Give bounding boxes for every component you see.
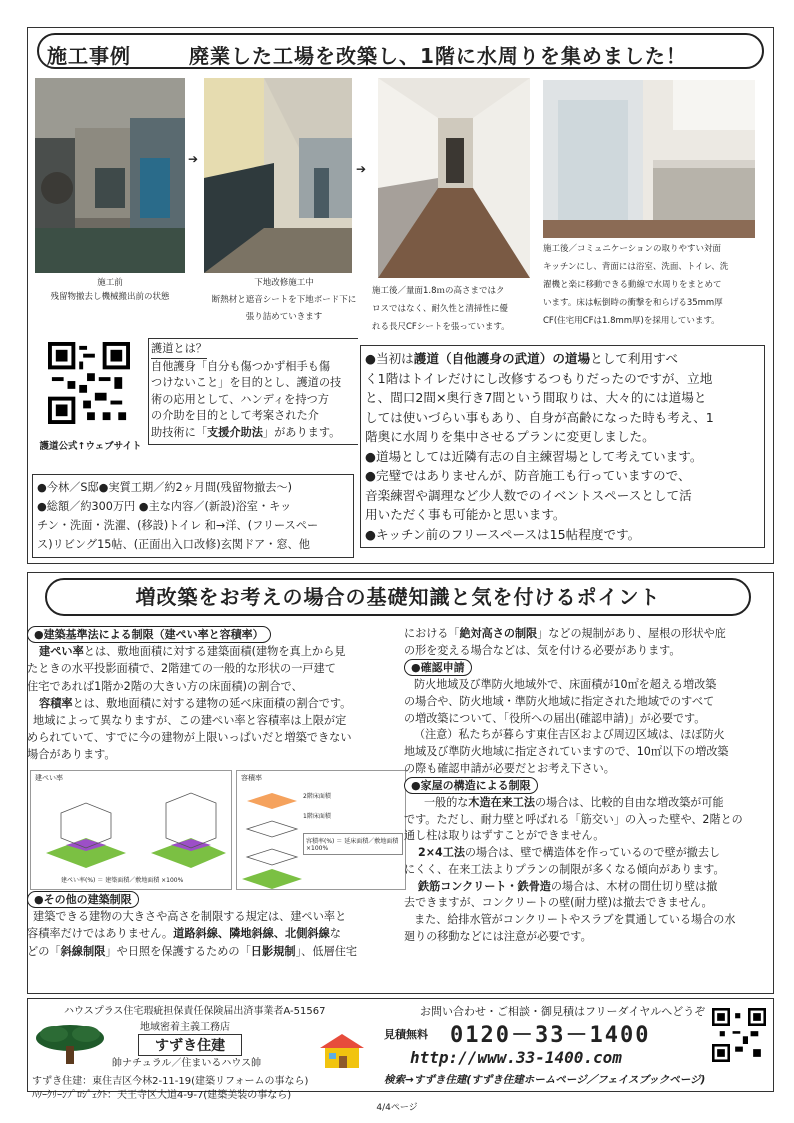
knowledge-title: 増改築をお考えの場合の基礎知識と気を付けるポイント (135, 585, 661, 609)
caption-before: 施工前 残留物撤去し機械搬出前の状態 (50, 278, 170, 302)
section-title-other: ●その他の建築制限 (27, 891, 139, 908)
brand-tagline: 帥ナチュラル／住まいるハウス帥 (112, 1058, 262, 1069)
case-study-heading (37, 33, 764, 69)
diagram-coverage-formula: 建ぺい率(%) ＝ 建築面積／敷地面積 ×100% (61, 877, 184, 884)
arrow-icon: ➔ (188, 152, 199, 166)
page-number: 4/4ページ (376, 1103, 418, 1113)
estimate-free: 見積無料 (384, 1028, 428, 1041)
godo-title: 護道とは？ (151, 341, 207, 359)
diagram-far-formula: 容積率(%) ＝ 延床面積／敷地面積 ×100% (303, 833, 403, 855)
contact-note: お問い合わせ・ご相談・御見積はフリーダイヤルへどうぞ (420, 1005, 706, 1018)
knowledge-heading (45, 578, 751, 616)
diagram-far-title: 容積率 (241, 774, 262, 782)
knowledge-left-column: ●建築基準法による制限（建ぺい率と容積率） 建ぺい率とは、敷地面積に対する建築面積(建物を真上から見 たときの水平投影面積で、2階建ての一般的な形状の一戸建て 住宅であれば1階か2階の大きい方の床面積)の割合で、 容積率とは、敷地面積に対する建物の延べ床面積の割合です。 地域によって異なりますが、この建ぺい率と容積率は上限が定 められていて、すでに今の建物が上限いっぱいだと増築できない 場合があります。 (27, 628, 352, 762)
footer-address-2: ﾊﾜｰｸﾘｰﾝﾌﾟﾛｼﾞｪｸﾄ：天王寺区大道4-9-7(建築美装の事なら) (32, 1090, 292, 1101)
phone-number[interactable]: 0120－33－1400 (450, 1023, 651, 1048)
section-title-structure: ●家屋の構造による制限 (404, 777, 538, 794)
photo-after-kitchen (543, 80, 755, 238)
photo-after-hall (378, 78, 530, 278)
project-story: ●当初は護道（自他護身の武道）の道場として利用すべ く1階はトイレだけにし改修するつもりだったのですが、立地 と、間口2間×奥行き7間という間取りは、大々的には道場と しては使いづらい事もあり、自身が高齢になった時も考え、1 階奥に水周りを集中させるプランに変更しました。 ●道場としては近隣有志の自主練習場として考えています。 ●完璧ではありませんが、防音施工も行っていますので、 音楽練習や調理など少人数でのイベントスペースとして活 用いただく事も可能かと思います。 ●キッチン前のフリースペースは15帖程度です。 (360, 345, 765, 548)
footer-registration: ハウスプラス住宅瑕疵担保責任保険届出済事業者A-51567 (64, 1006, 326, 1017)
footer-address-1: すずき住建：東住吉区今林2-11-19(建築リフォームの事なら) (32, 1076, 309, 1087)
section-title-building-law: ●建築基準法による制限（建ぺい率と容積率） (27, 626, 271, 643)
diagram-far-label1: 2階床面積 (303, 793, 331, 800)
search-hint: 検索→すずき住建(すずき住建ホームページ／フェイスブックページ) (384, 1074, 706, 1086)
heading-label: 施工事例 (47, 44, 131, 68)
house-logo-icon (312, 1030, 372, 1070)
project-specs: ●今林／S邸●実質工期／約2ヶ月間(残留物撤去～) ●総額／約300万円 ●主な内容／(新設)浴室・キッ チン・洗面・洗濯、(移設)トイレ 和→洋、(フリースペー ス)リビング15帖、(正面出入口改修)玄関ドア・窓、他 (32, 474, 354, 558)
heading-title: 廃業した工場を改築し、1階に水周りを集めました！ (189, 44, 687, 68)
diagram-far-label2: 1階床面積 (303, 813, 331, 820)
caption-after-kitchen: 施工後／コミュニケーションの取りやすい対面 キッチンにし、背面には浴室、洗面、トイレ、洗 濯機と楽に移動できる動線で水周りをまとめて います。床は転倒時の衝撃を和らげる35mm厚 CF(住宅用CFは1.8mm厚)を採用しています。 (543, 244, 729, 326)
section-title-permit: ●確認申請 (404, 659, 472, 676)
brand-name: すずき住建 (138, 1034, 242, 1056)
tree-logo-icon (34, 1024, 106, 1066)
qr-code[interactable] (48, 342, 130, 424)
diagram-coverage-title: 建ぺい率 (35, 774, 63, 782)
footer-qr-code[interactable] (712, 1008, 766, 1062)
knowledge-right-column: における「絶対高さの制限」などの規制があり、屋根の形状や庇 の形を変える場合などは、気を付ける必要があります。 ●確認申請 防火地域及び準防火地域外で、床面積が10㎡を超える増改築 の場合や、防火地域・準防火地域に指定された地域でのすべて の増改築について、「役所への届出(確認申請)」が必要です。 （注意）私たちが暮らす東住吉区および周辺区域は、ほぼ防火 地域及び準防火地域に指定されていますので、10㎡以下の増改築 の際も確認申請が必要だとお考え下さい。 ●家屋の構造による制限 一般的な木造在来工法の場合は、比較的自由な増改築が可能 です。ただし、耐力壁と呼ばれる「筋交い」の入った壁や、2階との 通し柱は取りはずすことができません。 2×4工法の場合は、壁で構造体を作っているので壁が撤去し にくく、在来工法よりプランの制限が多くなる傾向があります。 鉄筋コンクリート・鉄骨造の場合は、木材の間仕切り壁は撤 去できますが、コンクリートの壁(耐力壁)は撤去できません。 また、給排水管がコンクリートやスラブを貫通している場合の水 廻りの移動などには注意が必要です。 (404, 627, 743, 943)
arrow-icon: ➔ (356, 162, 367, 176)
website-url[interactable]: http://www.33-1400.com (410, 1048, 622, 1067)
footer-local: 地域密着主義工務店 (140, 1022, 230, 1033)
diagram-floor-area-ratio (236, 770, 406, 890)
photo-before (35, 78, 185, 273)
godo-description: 護道とは？ 自他護身「自分も傷つかず相手も傷 つけないこと」を目的とし、護道の技 術の応用として、ハンディを持つ方 の介助を目的として考案された介 助技術に「支援介助法」があります。 (148, 338, 358, 445)
qr-caption: 護道公式↑ウェブサイト (39, 441, 142, 452)
caption-during: 下地改修施工中 断熱材と遮音シートを下地ボード下に 張り詰めていきます (211, 278, 357, 322)
other-restrictions: ●その他の建築制限 建築できる建物の大きさや高さを制限する規定は、建ぺい率と 容積率だけではありません。道路斜線、隣地斜線、北側斜線な どの「斜線制限」や日照を保護するための「日影規制」、低層住宅 (27, 893, 358, 958)
diagram-coverage-ratio (30, 770, 232, 890)
photo-during (204, 78, 352, 273)
caption-after-hall: 施工後／量面1.8ｍの高さまではク ロスではなく、耐久性と清掃性に優 れる長尺CFシートを張っています。 (372, 286, 510, 332)
